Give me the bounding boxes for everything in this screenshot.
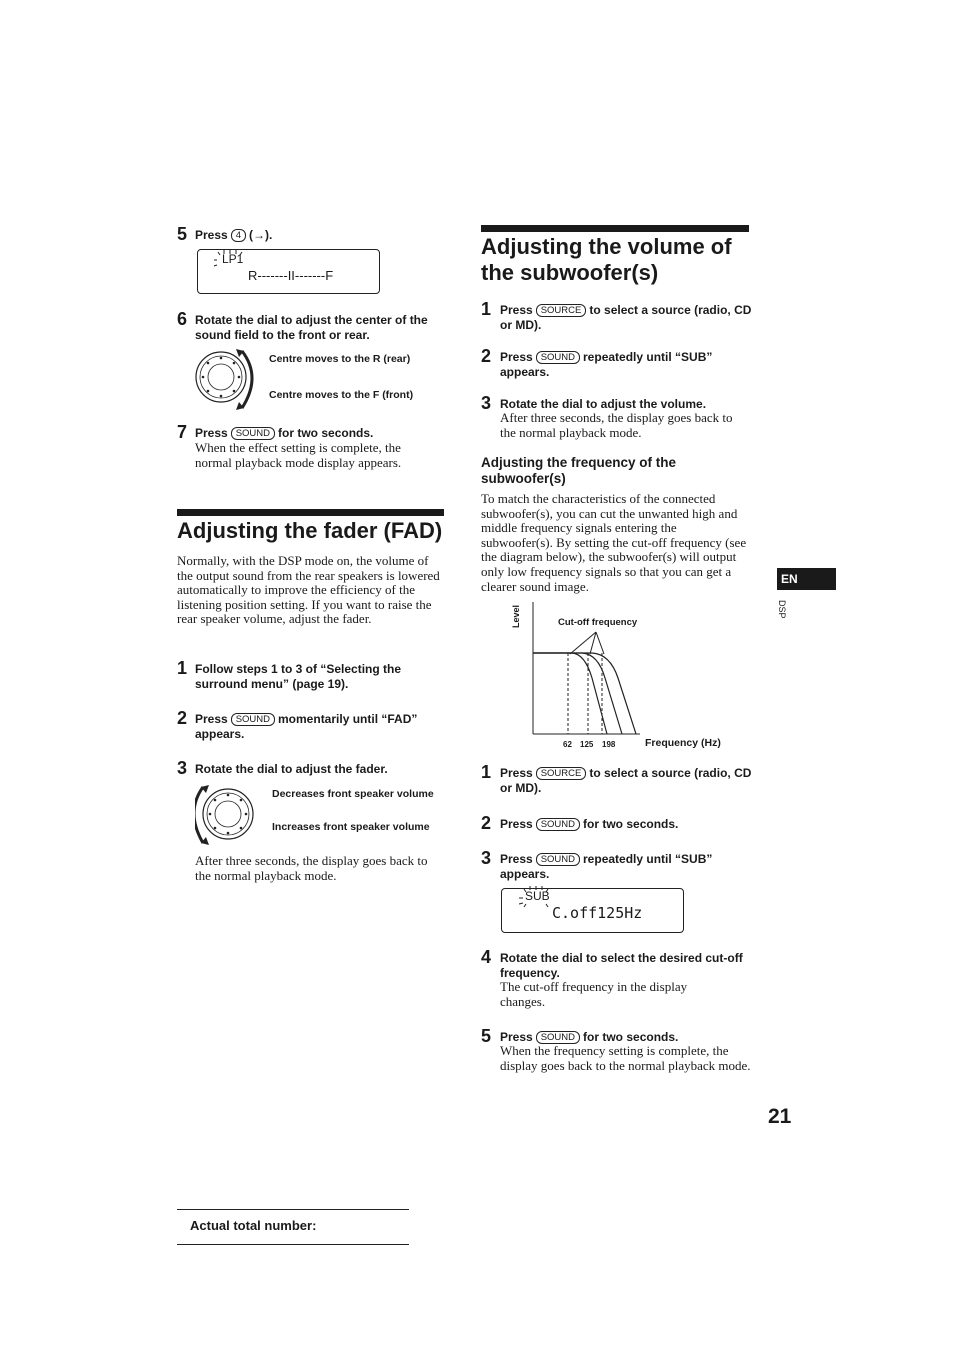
step-number: 5 — [481, 1026, 492, 1046]
lcd-display-subwoofer — [501, 888, 684, 933]
dial-caption-rear: Centre moves to the R (rear) — [269, 353, 411, 365]
press-label: Press — [500, 303, 533, 317]
freq-step-3 — [500, 852, 750, 882]
step-number: 1 — [481, 299, 492, 319]
section-rule — [177, 509, 444, 516]
subwoofer-title: Adjusting the volume of the subwoofer(s) — [481, 234, 732, 285]
footer-label: Actual total number: — [190, 1218, 317, 1233]
key-4-icon: 4 — [231, 229, 246, 242]
press-label: Press — [500, 1030, 533, 1044]
press-label: Press — [195, 228, 228, 242]
step-7-body: When the effect setting is complete, the normal playback mode display appears. — [195, 440, 402, 470]
step-number: 6 — [177, 309, 188, 329]
step-number: 1 — [481, 762, 492, 782]
dial-caption-decrease: Decreases front speaker volume — [272, 788, 434, 800]
sound-key-icon: SOUND — [536, 853, 580, 866]
step-number: 3 — [177, 758, 188, 778]
step-number: 2 — [177, 708, 188, 728]
diagram-tick: 62 — [563, 740, 572, 749]
press-label: Press — [500, 817, 533, 831]
freq-step-5-body: When the frequency setting is complete, the display goes back to the normal playback mode. — [500, 1043, 751, 1073]
step-rest: for two seconds. — [278, 426, 374, 440]
step-rest: repeatedly until “SUB” appears. — [500, 852, 713, 881]
step-number: 4 — [481, 947, 492, 967]
frequency-intro: To match the characteristics of the connected subwoofer(s), you can cut the unwanted high and middle frequency signals entering the subwoofer(s). By setting the cut-off frequency (see the diagram below), the subwoofer(s) will output only low frequency signals so that you can get a clearer sound image. — [481, 491, 747, 594]
lcd-cutoff-value: C.off125Hz — [552, 904, 643, 922]
footer-rule-top — [177, 1209, 409, 1210]
lcd-fader-bar: R-------II-------F — [248, 268, 334, 283]
press-label: Press — [195, 426, 228, 440]
fader-after: After three seconds, the display goes back to the normal playback mode. — [195, 853, 428, 883]
step-rest: for two seconds. — [583, 817, 679, 831]
language-tab: EN — [777, 568, 836, 590]
sub-step-3-body: After three seconds, the display goes back to the normal playback mode. — [500, 410, 733, 440]
fader-title: Adjusting the fader (FAD) — [177, 518, 443, 543]
step-7-text — [195, 426, 373, 441]
step-number: 3 — [481, 848, 492, 868]
fader-intro: Normally, with the DSP mode on, the volume of the output sound from the rear speakers is lowered automatically to improve the efficiency of the listening position setting. If you want to raise the rear speaker volume, adjust the fader. — [177, 553, 440, 627]
step-number: 3 — [481, 393, 492, 413]
step-rest: for two seconds. — [583, 1030, 679, 1044]
press-label: Press — [195, 712, 228, 726]
step-6-text: Rotate the dial to adjust the center of the sound field to the front or rear. — [195, 313, 428, 342]
freq-step-1 — [500, 766, 752, 796]
sound-key-icon: SOUND — [536, 1031, 580, 1044]
step-number: 5 — [177, 224, 188, 244]
step-rest: repeatedly until “SUB” appears. — [500, 350, 713, 379]
fader-step-2 — [195, 712, 445, 742]
fader-step-3: Rotate the dial to adjust the fader. — [195, 762, 388, 776]
lcd-indicator: LP1 — [222, 252, 244, 266]
sub-step-1 — [500, 303, 752, 333]
step-rest: to select a source (radio, CD or MD). — [500, 303, 752, 332]
freq-step-4: Rotate the dial to select the desired cut-off frequency. — [500, 951, 743, 980]
lcd-indicator: SUB — [525, 889, 550, 903]
page-number: 21 — [768, 1105, 792, 1128]
sub-step-3: Rotate the dial to adjust the volume. — [500, 397, 707, 411]
sub-step-2 — [500, 350, 750, 380]
diagram-tick: 198 — [602, 740, 616, 749]
dial-caption-increase: Increases front speaker volume — [272, 821, 430, 833]
press-label: Press — [500, 350, 533, 364]
section-tab-label: DSP — [777, 600, 787, 619]
footer-rule-bottom — [177, 1244, 409, 1245]
diagram-tick: 125 — [580, 740, 594, 749]
source-key-icon: SOURCE — [536, 767, 587, 780]
diagram-ylabel: Level — [511, 604, 521, 628]
dial-icon — [195, 783, 265, 847]
dial-caption-front: Centre moves to the F (front) — [269, 389, 414, 401]
source-key-icon: SOURCE — [536, 304, 587, 317]
freq-step-2 — [500, 817, 678, 832]
step-number: 1 — [177, 658, 188, 678]
section-rule — [481, 225, 749, 232]
sound-key-icon: SOUND — [231, 713, 275, 726]
press-label: Press — [500, 766, 533, 780]
diagram-annotation: Cut-off frequency — [558, 617, 638, 628]
diagram-xlabel: Frequency (Hz) — [645, 737, 721, 749]
frequency-title: Adjusting the frequency of the subwoofer(s) — [481, 455, 677, 486]
freq-step-4-body: The cut-off frequency in the display changes. — [500, 979, 688, 1009]
dial-icon — [192, 348, 262, 412]
sound-key-icon: SOUND — [536, 351, 580, 364]
step-rest: momentarily until “FAD” appears. — [195, 712, 418, 741]
step-rest: to select a source (radio, CD or MD). — [500, 766, 752, 795]
step-number: 7 — [177, 422, 188, 442]
fader-step-1: Follow steps 1 to 3 of “Selecting the surround menu” (page 19). — [195, 662, 402, 691]
step-number: 2 — [481, 346, 492, 366]
sound-key-icon: SOUND — [231, 427, 275, 440]
step-number: 2 — [481, 813, 492, 833]
sound-key-icon: SOUND — [536, 818, 580, 831]
lcd-display-fader — [197, 249, 380, 294]
press-label: Press — [500, 852, 533, 866]
step-5-text — [195, 228, 272, 243]
step-rest: (→). — [249, 228, 273, 242]
